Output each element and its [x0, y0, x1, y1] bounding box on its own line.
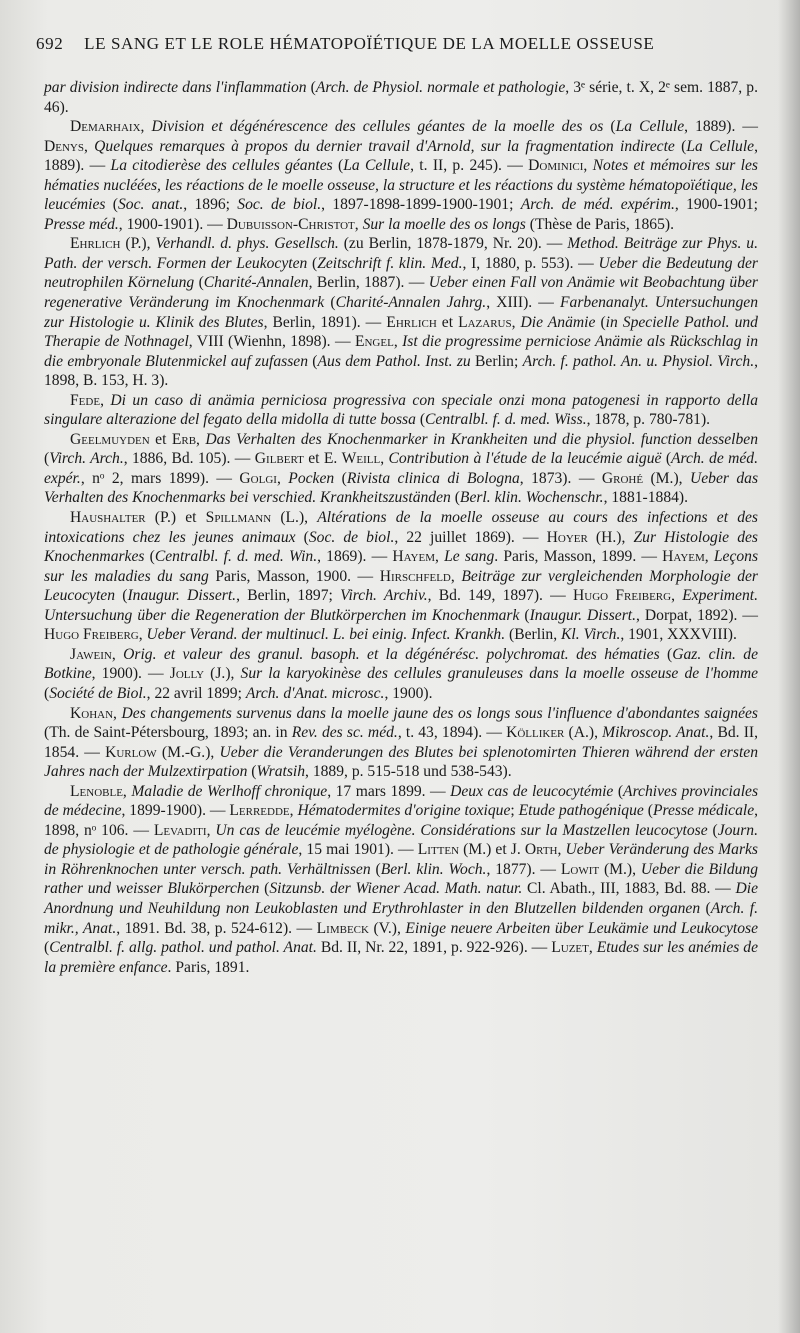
- title-text: Division et dégénérescence des cellules géantes de la moelle des os: [151, 118, 604, 136]
- title-text: Ist die progressime perniciose Anämie als Rückschlag in die embryonale Blutenmickel auf zufassen: [44, 333, 758, 370]
- citation-text: Cl. Abath., III, 1883, Bd. 88. —: [522, 880, 736, 898]
- title-text: Virch.: [717, 352, 755, 370]
- citation-text: (: [707, 821, 718, 839]
- title-text: Soc. de biol.: [237, 196, 322, 214]
- citation-text: ,: [100, 391, 111, 409]
- author-name: Kohan: [70, 704, 114, 722]
- title-text: par division indirecte dans l'inflammation: [44, 79, 307, 96]
- title-text: Wratsih: [256, 763, 306, 781]
- citation-text: , 1899-1900). —: [121, 802, 230, 820]
- citation-text: ,: [380, 450, 389, 468]
- bibliography-entry: [44, 704, 758, 782]
- citation-text: (Berlin,: [505, 626, 562, 644]
- title-text: Centralbl. f. d. med. Wiss.: [425, 411, 587, 429]
- author-name: Orth: [524, 841, 558, 859]
- citation-text: (M.-G.),: [156, 743, 220, 761]
- citation-text: (: [44, 684, 50, 702]
- title-text: Quelques remarques à propos du dernier travail d'Arnold, sur la fragmentation indirecte: [94, 137, 675, 155]
- title-text: Einige neuere Arbeiten über Leukämie und Leukocytose: [405, 919, 759, 937]
- author-name: Grohé: [601, 469, 644, 487]
- bibliography-entry: [44, 117, 758, 234]
- bibliography-body: [44, 78, 758, 977]
- citation-text: , Bd. II, 1854. —: [44, 724, 758, 761]
- citation-text: (: [595, 313, 606, 331]
- citation-text: (: [415, 411, 426, 429]
- citation-text: , I, 1880, p. 553). —: [462, 254, 599, 272]
- title-text: Virch. Archiv.: [340, 587, 428, 605]
- title-text: Arch. f. pathol. An. u. Physiol.: [522, 352, 713, 370]
- author-name: Lenoble: [70, 782, 123, 800]
- title-text: Deux cas de leucocytémie: [450, 782, 614, 800]
- title-text: Aus dem Pathol. Inst. zu: [317, 352, 471, 370]
- citation-text: ,: [557, 841, 566, 859]
- citation-text: (: [643, 802, 653, 820]
- title-text: Mikroscop. Anat.: [602, 724, 710, 742]
- title-text: Rivista clinica di Bologna: [346, 469, 520, 487]
- citation-text: (: [334, 469, 347, 487]
- title-text: Presse médicale: [652, 802, 755, 820]
- title-text: Leçons sur les maladies du sang: [44, 548, 759, 585]
- citation-text: ,: [122, 782, 132, 800]
- citation-text: , 1898, nᵒ 106. —: [44, 802, 759, 839]
- author-name: Lazarus: [458, 313, 512, 331]
- citation-text: ,: [84, 137, 95, 155]
- title-text: Rev. des sc. méd.: [291, 724, 398, 742]
- running-header: [36, 34, 756, 54]
- citation-text: ,: [206, 821, 216, 839]
- citation-text: ,: [354, 215, 363, 233]
- bibliography-entry: [44, 234, 758, 390]
- title-text: Verhandl. d. phys. Gesellsch.: [155, 235, 339, 253]
- author-name: Kurlow: [105, 743, 157, 761]
- title-text: Société de Biol.: [49, 684, 147, 702]
- author-name: Gilbert: [254, 450, 304, 468]
- citation-text: , 22 juillet 1869). —: [394, 528, 547, 546]
- citation-text: ,: [671, 587, 683, 605]
- citation-text: , nᵒ 2, mars 1899). —: [80, 469, 240, 487]
- author-name: Fede: [70, 391, 101, 409]
- author-name: Levaditi: [153, 821, 207, 839]
- citation-text: , 1901, XXXVIII).: [620, 626, 737, 644]
- citation-text: (M.),: [599, 860, 641, 878]
- citation-text: (: [144, 548, 155, 566]
- title-text: Ueber Veränderung des Marks in Röhrenknochen unter versch. path. Verhältnissen: [44, 841, 758, 878]
- author-name: Weill: [341, 450, 381, 468]
- title-text: Journ. de physiologie et de pathologie générale: [44, 821, 758, 859]
- citation-text: , 1877). —: [486, 860, 561, 878]
- title-text: Archives provinciales de médecine: [44, 782, 759, 820]
- citation-text: ,: [588, 939, 597, 957]
- author-name: Engel: [354, 333, 394, 351]
- citation-text: (: [450, 489, 460, 507]
- citation-text: (: [370, 860, 381, 878]
- citation-text: , t. II, p. 245). —: [410, 157, 529, 175]
- title-text: Maladie de Werlhoff chronique: [131, 782, 328, 800]
- title-text: Arch. f. mikr., Anat.: [44, 899, 759, 937]
- citation-text: (zu Berlin, 1878-1879, Nr. 20). —: [338, 235, 568, 253]
- author-name: Hoyer: [546, 528, 588, 546]
- citation-text: (: [700, 899, 711, 917]
- citation-text: (Thèse de Paris, 1865).: [525, 215, 674, 233]
- title-text: Die Anämie: [520, 313, 596, 331]
- citation-text: , Berlin, 1897;: [236, 587, 341, 605]
- title-text: Centralbl. f. d. med. Win.: [154, 548, 318, 566]
- citation-text: , 1878, p. 780-781).: [586, 411, 711, 429]
- citation-text: , 1897-1898-1899-1900-1901;: [321, 196, 521, 214]
- citation-text: . Paris, 1891.: [167, 958, 250, 976]
- citation-text: (: [324, 294, 336, 312]
- citation-text: (: [194, 274, 204, 292]
- citation-text: (: [44, 939, 50, 957]
- title-text: Zeitschrift f. klin. Med.: [317, 254, 463, 272]
- title-text: Inaugur. Dissert.: [127, 587, 237, 605]
- title-text: Di un caso di anämia perniciosa progressiva con speciale onzi mona patogenesi in rapporto della singulare alterazione del fegato della midolla di tutte bossa: [44, 391, 759, 429]
- bibliography-entry: [44, 508, 758, 645]
- page-edge-shadow: [778, 0, 800, 1333]
- citation-text: ,: [140, 118, 152, 136]
- title-text: Gaz. clin. de Botkine: [44, 645, 759, 683]
- citation-text: (: [603, 118, 616, 136]
- citation-text: , 17 mars 1899. —: [327, 782, 451, 800]
- citation-text: . Paris, Masson, 1899. —: [494, 548, 663, 566]
- title-text: Inaugur. Dissert.: [529, 606, 636, 624]
- citation-text: Bd. II, Nr. 22, 1891, p. 922-926). —: [316, 939, 552, 957]
- citation-text: (: [659, 645, 673, 663]
- citation-text: ,: [138, 626, 147, 644]
- bibliography-entry: [44, 430, 758, 508]
- citation-text: ,: [393, 333, 403, 351]
- author-name: Denys: [44, 137, 84, 155]
- citation-text: (Th. de Saint-Pétersbourg, 1893; an. in: [44, 724, 292, 742]
- citation-text: , 1886, Bd. 105). —: [123, 450, 255, 468]
- author-name: Geelmuyden: [70, 430, 150, 448]
- title-text: Centralbl. f. allg. pathol. und pathol. Anat.: [49, 939, 317, 957]
- title-text: Altérations de la moelle osseuse au cours des infections et des intoxications chez les jeunes animaux: [44, 509, 758, 546]
- citation-text: (: [674, 137, 687, 155]
- title-text: Arch. de méd. expér.: [44, 450, 759, 487]
- title-text: Contribution à l'étude de la leucémie aiguë: [388, 450, 662, 468]
- title-text: Charité-Annalen: [203, 274, 309, 292]
- citation-text: (: [295, 528, 309, 546]
- author-name: Erb: [171, 430, 197, 448]
- title-text: Soc. anat.: [117, 196, 184, 214]
- citation-text: ,: [111, 645, 124, 663]
- citation-text: , XIII). —: [486, 294, 561, 312]
- author-name: Lerredde: [229, 802, 290, 820]
- author-name: Dominici: [528, 157, 584, 175]
- citation-text: ,: [704, 548, 714, 566]
- citation-text: ,: [196, 430, 206, 448]
- title-text: La Cellule: [343, 157, 411, 175]
- citation-text: (: [307, 254, 318, 272]
- title-text: Experiment. Untersuchung über die Regeneration der Blutkörperchen im Knochenmark: [44, 587, 759, 624]
- citation-text: ;: [510, 802, 519, 820]
- citation-text: (V.),: [368, 919, 406, 937]
- citation-text: ,: [113, 704, 122, 722]
- title-text: Le sang: [444, 548, 495, 566]
- citation-text: , 1889, p. 515-518 und 538-543).: [305, 763, 512, 781]
- title-text: La Cellule: [686, 137, 755, 155]
- title-text: Ueber die Bedeutung der neutrophilen Körnelung: [44, 254, 758, 292]
- bibliography-entry: [44, 645, 758, 704]
- citation-text: et E.: [303, 450, 342, 468]
- citation-text: (P.) et: [145, 509, 206, 527]
- bibliography-entry: [44, 78, 758, 117]
- title-text: Method. Beiträge zur Phys. u. Path. der versch. Formen der Leukocyten: [44, 235, 758, 272]
- citation-text: , 1881-1884).: [603, 489, 689, 507]
- author-name: Hugo Freiberg: [573, 587, 672, 605]
- citation-text: , 1900-1901;: [674, 196, 758, 214]
- bibliography-entry: [44, 391, 758, 430]
- author-name: Hugo Freiberg: [44, 626, 139, 644]
- citation-text: , Berlin, 1891). —: [263, 313, 387, 331]
- title-text: Die Anordnung und Neuhildung non Leukoblasten und Erythrohlaster in den Blutzellen bildenden organen: [44, 880, 758, 917]
- citation-text: (: [44, 450, 50, 468]
- citation-text: , 1900).: [384, 684, 433, 702]
- title-text: Soc. de biol.: [308, 528, 395, 546]
- title-text: Ueber das Verhalten des Knochenmarks bei verschied. Krankheitszuständen: [44, 469, 759, 507]
- citation-text: (: [259, 880, 270, 898]
- citation-text: , 1891. Bd. 38, p. 524-612). —: [116, 919, 317, 937]
- title-text: La Cellule: [615, 118, 685, 136]
- title-text: in Specielle Pathol. und Therapie de Nothnagel: [44, 313, 758, 351]
- title-text: Des changements survenus dans la moelle jaune des os longs sous l'influence d'abondantes saignées: [121, 704, 758, 722]
- citation-text: , 1900-1901). —: [118, 215, 227, 233]
- title-text: Zur Histologie des Knochenmarkes: [44, 528, 758, 566]
- author-name: Jawein: [70, 645, 112, 663]
- citation-text: Berlin;: [470, 352, 523, 370]
- running-title: LE SANG ET LE ROLE HÉMATOPOÏÉTIQUE DE LA MOELLE OSSEUSE: [84, 34, 655, 53]
- citation-text: , Bd. 149, 1897). —: [427, 587, 573, 605]
- title-text: Notes et mémoires sur les hématies nucléées, les réactions de le moelle osseuse, la structure et les réactions du système hématopoïétique, les leucémies: [44, 157, 758, 214]
- citation-text: (M.),: [643, 469, 690, 487]
- citation-text: (: [308, 352, 318, 370]
- citation-text: Paris, Masson, 1900. —: [208, 567, 380, 585]
- citation-text: (J.),: [204, 665, 241, 683]
- author-name: Luzet: [551, 939, 589, 957]
- citation-text: (P.),: [120, 235, 156, 253]
- citation-text: (: [661, 450, 672, 468]
- citation-text: , 1889). —: [44, 137, 759, 175]
- author-name: Dubuisson-Christot: [226, 215, 355, 233]
- title-text: Hématodermites d'origine toxique: [297, 802, 511, 820]
- citation-text: et: [436, 313, 459, 331]
- title-text: Orig. et valeur des granul. basoph. et la dégénérésc. polychromat. des hématies: [123, 645, 660, 663]
- title-text: Das Verhalten des Knochenmarker in Krankheiten und die physiol. function desselben: [205, 430, 758, 448]
- citation-text: (: [613, 782, 624, 800]
- title-text: Farbenanalyt. Untersuchungen zur Histologie u. Klinik des Blutes: [44, 294, 758, 331]
- title-text: Pocken: [288, 469, 335, 487]
- citation-text: (: [519, 606, 530, 624]
- title-text: Etudes sur les anémies de la première enfance: [44, 939, 758, 976]
- title-text: Sur la moelle des os longs: [362, 215, 526, 233]
- page-number: 692: [36, 34, 64, 53]
- title-text: Arch. de Physiol. normale et pathologie: [315, 79, 566, 96]
- citation-text: (A.),: [564, 724, 603, 742]
- citation-text: , 1889). —: [684, 118, 759, 136]
- title-text: Arch. de méd. expérim.: [520, 196, 675, 214]
- citation-text: , Dorpat, 1892). —: [636, 606, 759, 624]
- citation-text: , 1898, B. 153, H. 3).: [44, 352, 759, 390]
- author-name: Spillmann: [205, 509, 272, 527]
- title-text: Kl. Virch.: [561, 626, 621, 644]
- title-text: Ueber die Bildung rather und weisser Blukörperchen: [44, 860, 759, 898]
- citation-text: (: [306, 79, 316, 96]
- citation-text: (L.),: [271, 509, 318, 527]
- citation-text: , 1896;: [183, 196, 238, 214]
- title-text: Virch. Arch.: [49, 450, 124, 468]
- title-text: Presse méd.: [44, 215, 119, 233]
- citation-text: (: [332, 157, 344, 175]
- title-text: Berl. klin. Woch.: [380, 860, 487, 878]
- author-name: Ehrlich: [386, 313, 437, 331]
- citation-text: , 1900). —: [91, 665, 170, 683]
- bibliography-entry: [44, 782, 758, 977]
- author-name: Demarhaix: [70, 118, 141, 136]
- title-text: Berl. klin. Wochenschr.: [459, 489, 604, 507]
- title-text: Etude pathogénique: [518, 802, 644, 820]
- citation-text: et: [149, 430, 172, 448]
- citation-text: , 22 avril 1899;: [146, 684, 246, 702]
- author-name: Jolly: [169, 665, 205, 683]
- author-name: Hirschfeld: [379, 567, 451, 585]
- title-text: Ueber Verand. der multinucl. L. bei einig. Infect. Krankh.: [146, 626, 506, 644]
- citation-text: ,: [289, 802, 298, 820]
- title-text: Ueber die Veranderungen des Blutes bei splenotomirten Thieren während der ersten Jahres nach der Mulzextirpation: [44, 743, 758, 781]
- author-name: Lowit: [560, 860, 600, 878]
- author-name: Hayem: [392, 548, 435, 566]
- citation-text: , 15 mai 1901). —: [298, 841, 418, 859]
- citation-text: , Berlin, 1887). —: [308, 274, 429, 292]
- citation-text: ,: [276, 469, 289, 487]
- author-name: Ehrlich: [70, 235, 121, 253]
- title-text: Beiträge zur vergleichenden Morphologie der Leucocyten: [44, 567, 759, 605]
- title-text: La citodierèse des cellules géantes: [110, 157, 333, 175]
- citation-text: ,: [583, 157, 593, 175]
- citation-text: (M.) et J.: [459, 841, 525, 859]
- citation-text: (: [115, 587, 128, 605]
- citation-text: ,: [435, 548, 445, 566]
- title-text: Ueber einen Fall von Anämie wit Beobachtung über regenerative Veränderung im Knochenmark: [44, 274, 758, 312]
- citation-text: , t. 43, 1894). —: [397, 724, 507, 742]
- citation-text: (: [247, 763, 257, 781]
- citation-text: , 1873). —: [519, 469, 602, 487]
- citation-text: ,: [511, 313, 521, 331]
- author-name: Limbeck: [316, 919, 369, 937]
- citation-text: , 3ᵉ série, t. X, 2ᵉ sem. 1887, p. 46).: [44, 79, 758, 116]
- title-text: Sitzunsb. der Wiener Acad. Math. natur.: [269, 880, 523, 898]
- citation-text: ,: [450, 567, 462, 585]
- citation-text: (H.),: [587, 528, 634, 546]
- title-text: Sur la karyokinèse des cellules granuleuses dans la moelle osseuse de l'homme: [240, 665, 758, 683]
- citation-text: (: [105, 196, 118, 214]
- author-name: Hayem: [662, 548, 705, 566]
- title-text: Un cas de leucémie myélogène. Considérations sur la Mastzellen leucocytose: [215, 821, 708, 839]
- author-name: Litten: [417, 841, 460, 859]
- title-text: Charité-Annalen Jahrg.: [335, 294, 487, 312]
- citation-text: , VIII (Wienhn, 1898). —: [188, 333, 355, 351]
- citation-text: , 1869). —: [317, 548, 393, 566]
- title-text: Arch. d'Anat. microsc.: [245, 684, 385, 702]
- author-name: Golgi: [239, 469, 277, 487]
- author-name: Haushalter: [70, 509, 146, 527]
- author-name: Kölliker: [506, 724, 565, 742]
